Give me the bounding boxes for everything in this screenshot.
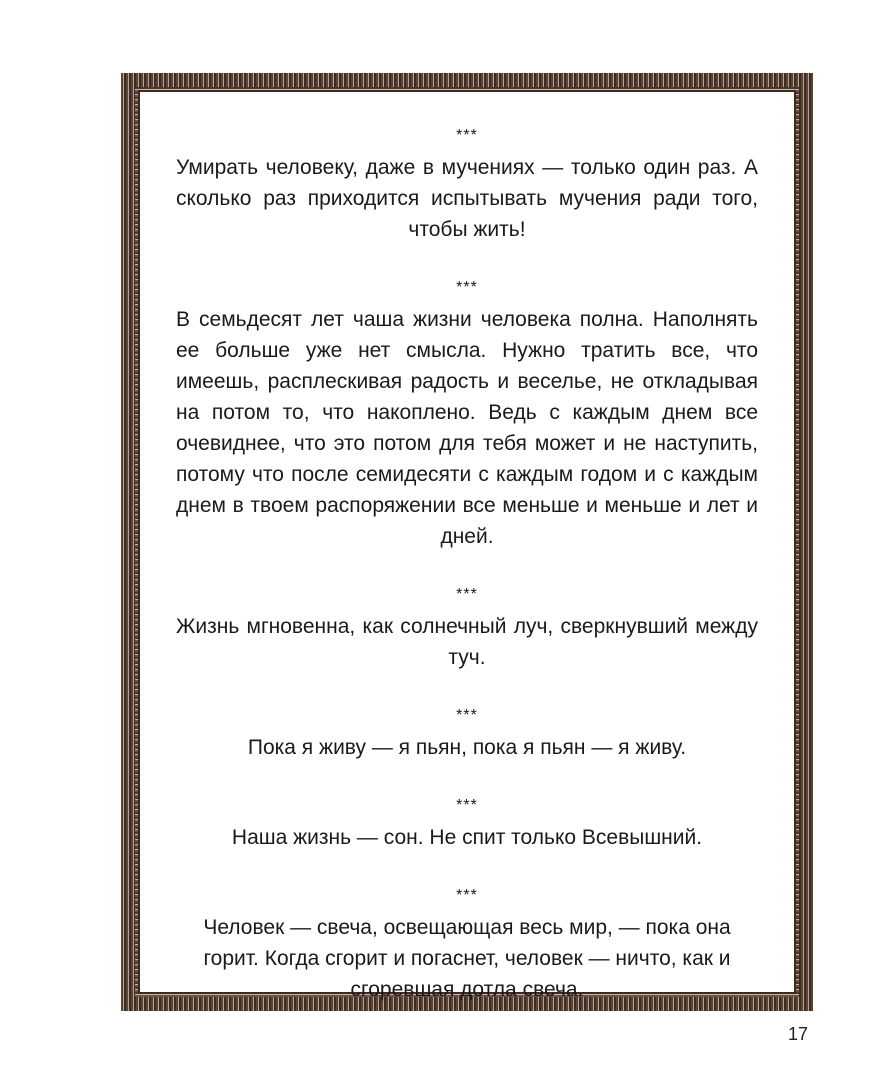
aphorism-5: Наша жизнь — сон. Не спит только Всевышний. xyxy=(231,826,703,849)
section-separator: *** xyxy=(456,797,478,814)
aphorism-3: Жизнь мгновенна, как солнечный луч, сверкнувший между туч. xyxy=(176,615,758,669)
aphorism-2: В семьдесят лет чаша жизни человека полна. Наполнять ее больше уже нет смысла. Нужно тратить все, что имеешь, расплескивая радость и веселье, не откладывая на потом то, что накоплено. Ведь с каждым днем все очевиднее, что это потом для тебя может и не наступить, потому что после семидесяти с каждым годом и с каждым днем в твоем распоряжении все меньше и меньше и лет и дней. xyxy=(176,308,758,548)
section-separator: *** xyxy=(456,586,478,603)
aphorism-6: Человек — свеча, освещающая весь мир, — пока она горит. Когда сгорит и погаснет, человек — ничто, как и сгоревшая дотла свеча. xyxy=(203,916,731,1001)
border-pattern xyxy=(135,87,799,1001)
page-content xyxy=(138,90,796,1001)
aphorism-4: Пока я живу — я пьян, пока я пьян — я живу. xyxy=(247,736,687,759)
decorative-border-frame xyxy=(121,73,813,1011)
section-separator: *** xyxy=(456,707,478,724)
section-separator: *** xyxy=(456,279,478,296)
section-separator: *** xyxy=(456,887,478,904)
section-separator: *** xyxy=(456,127,478,144)
page-number: 17 xyxy=(788,1024,809,1044)
aphorism-1: Умирать человеку, даже в мучениях — только один раз. А сколько раз приходится испытывать мучения ради того, чтобы жить! xyxy=(176,156,758,241)
